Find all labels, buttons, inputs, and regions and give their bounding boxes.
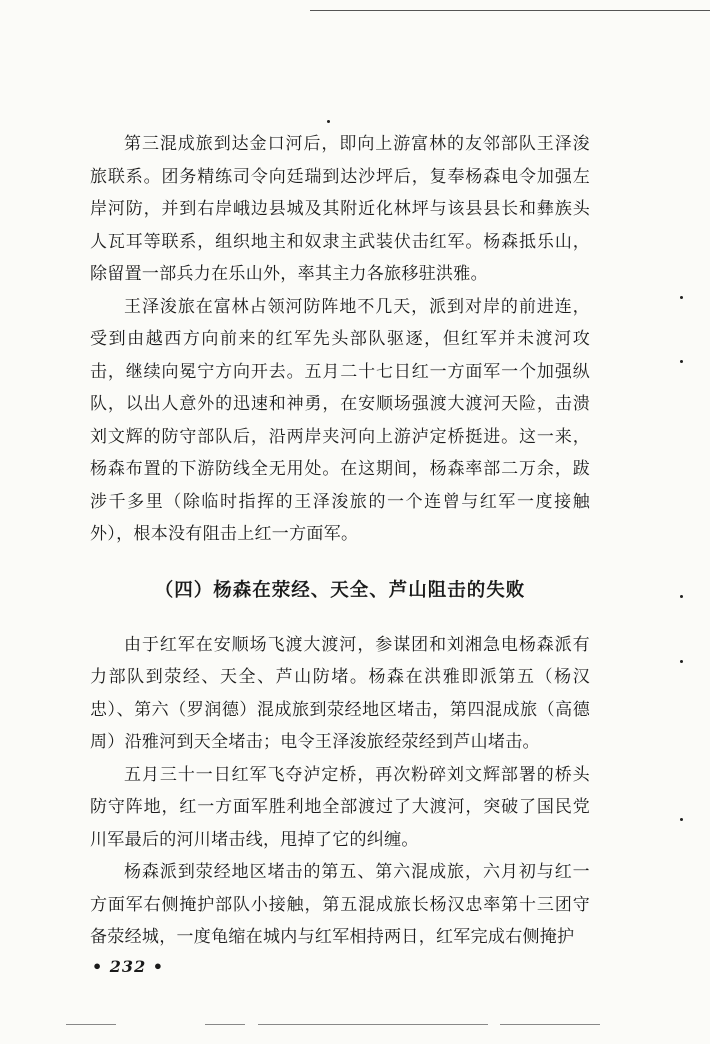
ink-speck	[680, 296, 683, 299]
page-number: • 232 •	[92, 957, 164, 976]
ink-speck	[680, 595, 683, 598]
top-edge-line	[310, 10, 710, 11]
ink-speck	[680, 660, 683, 663]
bottom-edge-line	[500, 1024, 600, 1025]
paragraph: 第三混成旅到达金口河后，即向上游富林的友邻部队王泽浚旅联系。团务精练司令向廷瑞到达沙坪后，复奉杨森电令加强左岸河防，并到右岸峨边县城及其附近化林坪与该县县长和彝族头人瓦耳等联系，组织地主和奴隶主武装伏击红军。杨森抵乐山，除留置一部兵力在乐山外，率其主力各旅移驻洪雅。	[90, 134, 590, 284]
bottom-edge-line	[66, 1024, 116, 1025]
ink-speck	[327, 120, 330, 123]
section-heading: （四）杨森在荥经、天全、芦山阻击的失败	[154, 579, 526, 601]
paragraph: 由于红军在安顺场飞渡大渡河，参谋团和刘湘急电杨森派有力部队到荥经、天全、芦山防堵。杨森在洪雅即派第五（杨汉忠）、第六（罗润德）混成旅到荥经地区堵击，第四混成旅（高德周）沿雅河到天全堵击；电令王泽浚旅经荥经到芦山堵击。	[90, 634, 590, 752]
body-text	[90, 128, 590, 954]
ink-speck	[680, 360, 683, 363]
paragraph: 王泽浚旅在富林占领河防阵地不几天，派到对岸的前进连，受到由越西方向前来的红军先头部队驱逐，但红军并未渡河攻击，继续向冕宁方向开去。五月二十七日红一方面军一个加强纵队，以出人意外的迅速和神勇，在安顺场强渡大渡河天险，击溃刘文辉的防守部队后，沿两岸夹河向上游泸定桥挺进。这一来，杨森布置的下游防线全无用处。在这期间，杨森率部二万余，跋涉千多里（除临时指挥的王泽浚旅的一个连曾与红军一度接触外），根本没有阻击上红一方面军。	[90, 296, 590, 544]
ink-speck	[680, 818, 683, 821]
paragraph: 五月三十一日红军飞夺泸定桥，再次粉碎刘文辉部署的桥头防守阵地，红一方面军胜利地全部渡过了大渡河，突破了国民党川军最后的河川堵击线，甩掉了它的纠缠。	[90, 764, 590, 850]
bottom-edge-line	[258, 1024, 488, 1025]
paragraph: 杨森派到荥经地区堵击的第五、第六混成旅，六月初与红一方面军右侧掩护部队小接触，第五混成旅长杨汉忠率第十三团守备荥经城，一度龟缩在城内与红军相持两日，红军完成右侧掩护	[90, 862, 590, 947]
bottom-edge-line	[205, 1024, 245, 1025]
